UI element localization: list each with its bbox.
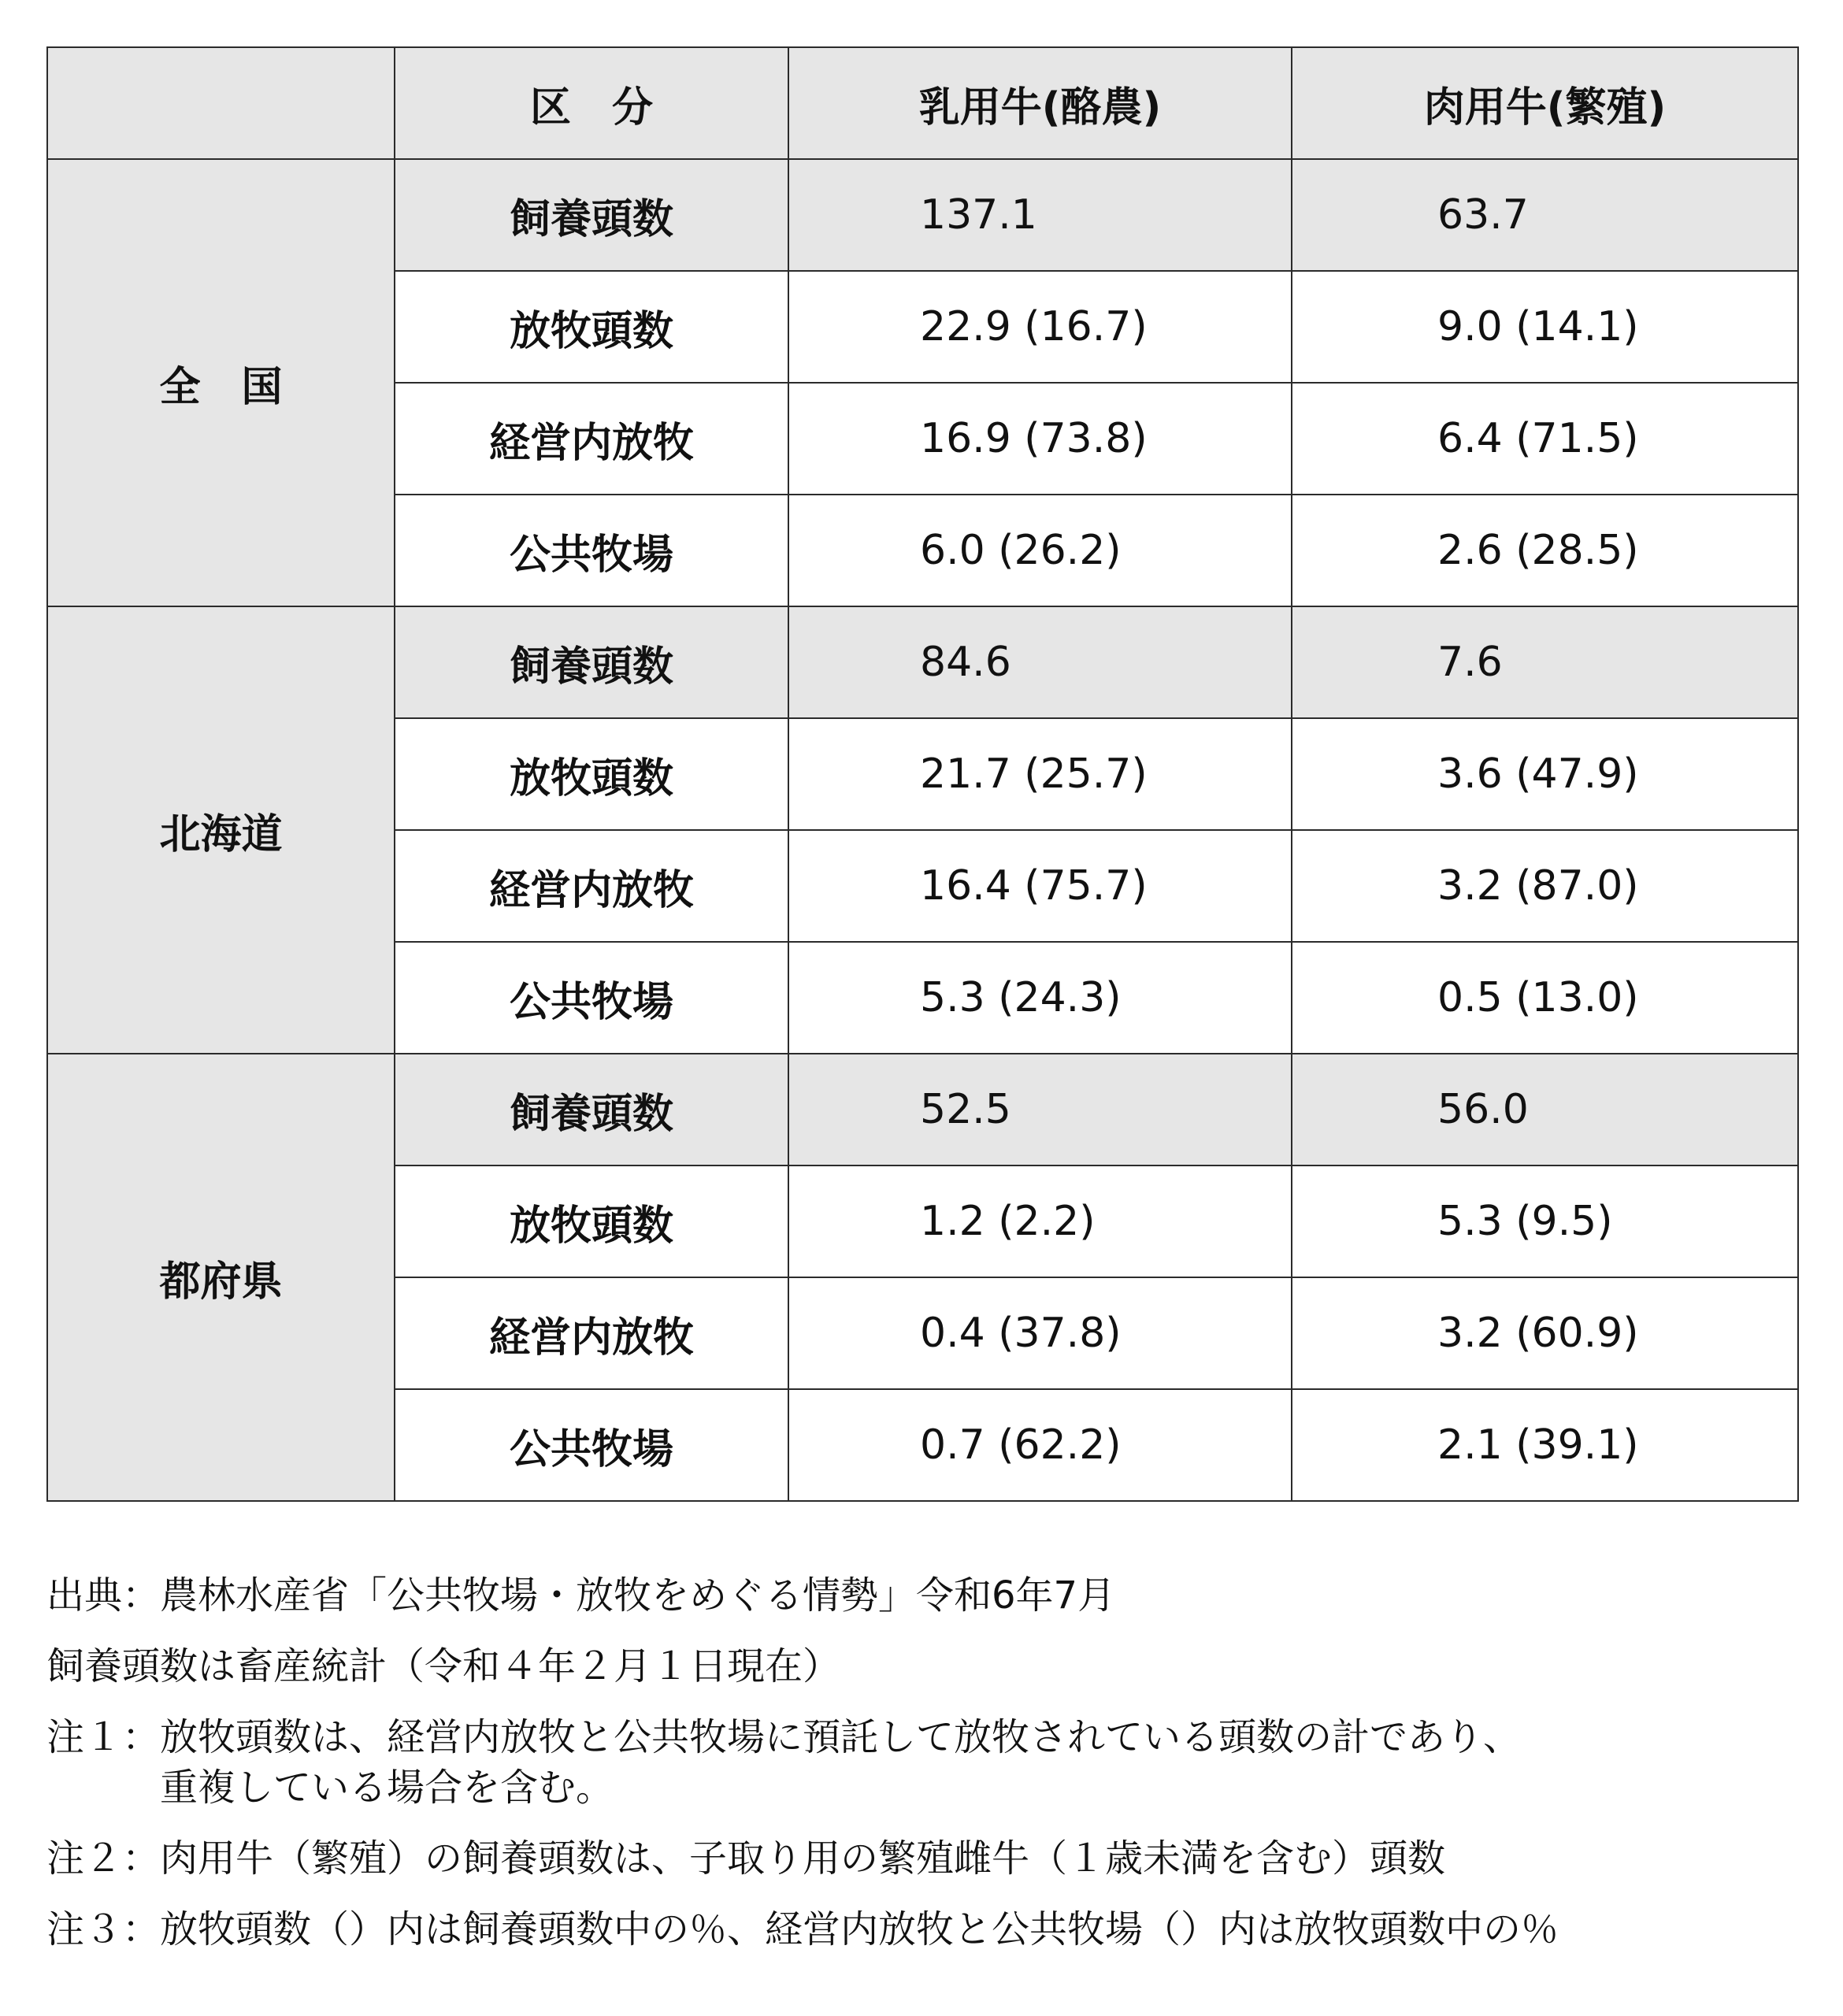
source-note: 出典：農林水産省「公共牧場・放牧をめぐる情勢」令和6年7月	[46, 1573, 1116, 1618]
region-prefectures: 都府県	[47, 1054, 395, 1501]
beef-value: 2.1 (39.1)	[1292, 1389, 1798, 1501]
dairy-value: 22.9 (16.7)	[788, 271, 1292, 383]
beef-value: 56.0	[1292, 1054, 1798, 1166]
row-label: 飼養頭数	[395, 606, 788, 718]
row-label: 経営内放牧	[395, 383, 788, 495]
beef-value: 7.6	[1292, 606, 1798, 718]
row-label: 放牧頭数	[395, 718, 788, 830]
livestock-grazing-table	[46, 46, 1799, 1502]
header-dairy-cattle: 乳用牛(酪農)	[788, 47, 1292, 159]
dairy-value: 137.1	[788, 159, 1292, 271]
header-category: 区 分	[395, 47, 788, 159]
dairy-value: 1.2 (2.2)	[788, 1166, 1292, 1277]
row-label: 公共牧場	[395, 942, 788, 1054]
note-1-line-2: 重複している場合を含む。	[160, 1766, 614, 1810]
beef-value: 3.6 (47.9)	[1292, 718, 1798, 830]
note-2-label: 注２：	[46, 1836, 161, 1881]
region-national: 全 国	[47, 159, 395, 606]
beef-value: 0.5 (13.0)	[1292, 942, 1798, 1054]
stats-basis-note: 飼養頭数は畜産統計（令和４年２月１日現在）	[46, 1644, 841, 1688]
header-corner-cell	[47, 47, 395, 159]
table-header-row	[47, 47, 1798, 159]
note-1	[46, 1712, 1811, 1813]
row-label: 飼養頭数	[395, 1054, 788, 1166]
row-label: 公共牧場	[395, 1389, 788, 1501]
region-hokkaido: 北海道	[47, 606, 395, 1054]
row-label: 飼養頭数	[395, 159, 788, 271]
row-label: 放牧頭数	[395, 1166, 788, 1277]
dairy-value: 16.4 (75.7)	[788, 830, 1292, 942]
note-3	[46, 1904, 1811, 1955]
beef-value: 2.6 (28.5)	[1292, 495, 1798, 606]
dairy-value: 52.5	[788, 1054, 1292, 1166]
note-1-body	[160, 1712, 1811, 1813]
note-1-label: 注１：	[46, 1715, 161, 1759]
note-3-label: 注３：	[46, 1907, 161, 1951]
dairy-value: 21.7 (25.7)	[788, 718, 1292, 830]
dairy-value: 5.3 (24.3)	[788, 942, 1292, 1054]
beef-value: 9.0 (14.1)	[1292, 271, 1798, 383]
table-row	[47, 1054, 1798, 1166]
table-notes	[46, 1570, 1811, 1975]
beef-value: 3.2 (60.9)	[1292, 1277, 1798, 1389]
note-3-body: 放牧頭数（）内は飼養頭数中の％、経営内放牧と公共牧場（）内は放牧頭数中の％	[160, 1907, 1559, 1951]
dairy-value: 6.0 (26.2)	[788, 495, 1292, 606]
table-row	[47, 606, 1798, 718]
beef-value: 6.4 (71.5)	[1292, 383, 1798, 495]
note-2	[46, 1833, 1811, 1884]
beef-value: 3.2 (87.0)	[1292, 830, 1798, 942]
table-row	[47, 159, 1798, 271]
row-label: 公共牧場	[395, 495, 788, 606]
row-label: 経営内放牧	[395, 1277, 788, 1389]
dairy-value: 16.9 (73.8)	[788, 383, 1292, 495]
dairy-value: 0.4 (37.8)	[788, 1277, 1292, 1389]
dairy-value: 84.6	[788, 606, 1292, 718]
row-label: 放牧頭数	[395, 271, 788, 383]
header-beef-cattle: 肉用牛(繁殖)	[1292, 47, 1798, 159]
dairy-value: 0.7 (62.2)	[788, 1389, 1292, 1501]
note-1-line-1: 放牧頭数は、経営内放牧と公共牧場に預託して放牧されている頭数の計であり、	[160, 1715, 1522, 1759]
beef-value: 63.7	[1292, 159, 1798, 271]
row-label: 経営内放牧	[395, 830, 788, 942]
note-2-body: 肉用牛（繁殖）の飼養頭数は、子取り用の繁殖雌牛（１歳未満を含む）頭数	[160, 1836, 1446, 1881]
beef-value: 5.3 (9.5)	[1292, 1166, 1798, 1277]
